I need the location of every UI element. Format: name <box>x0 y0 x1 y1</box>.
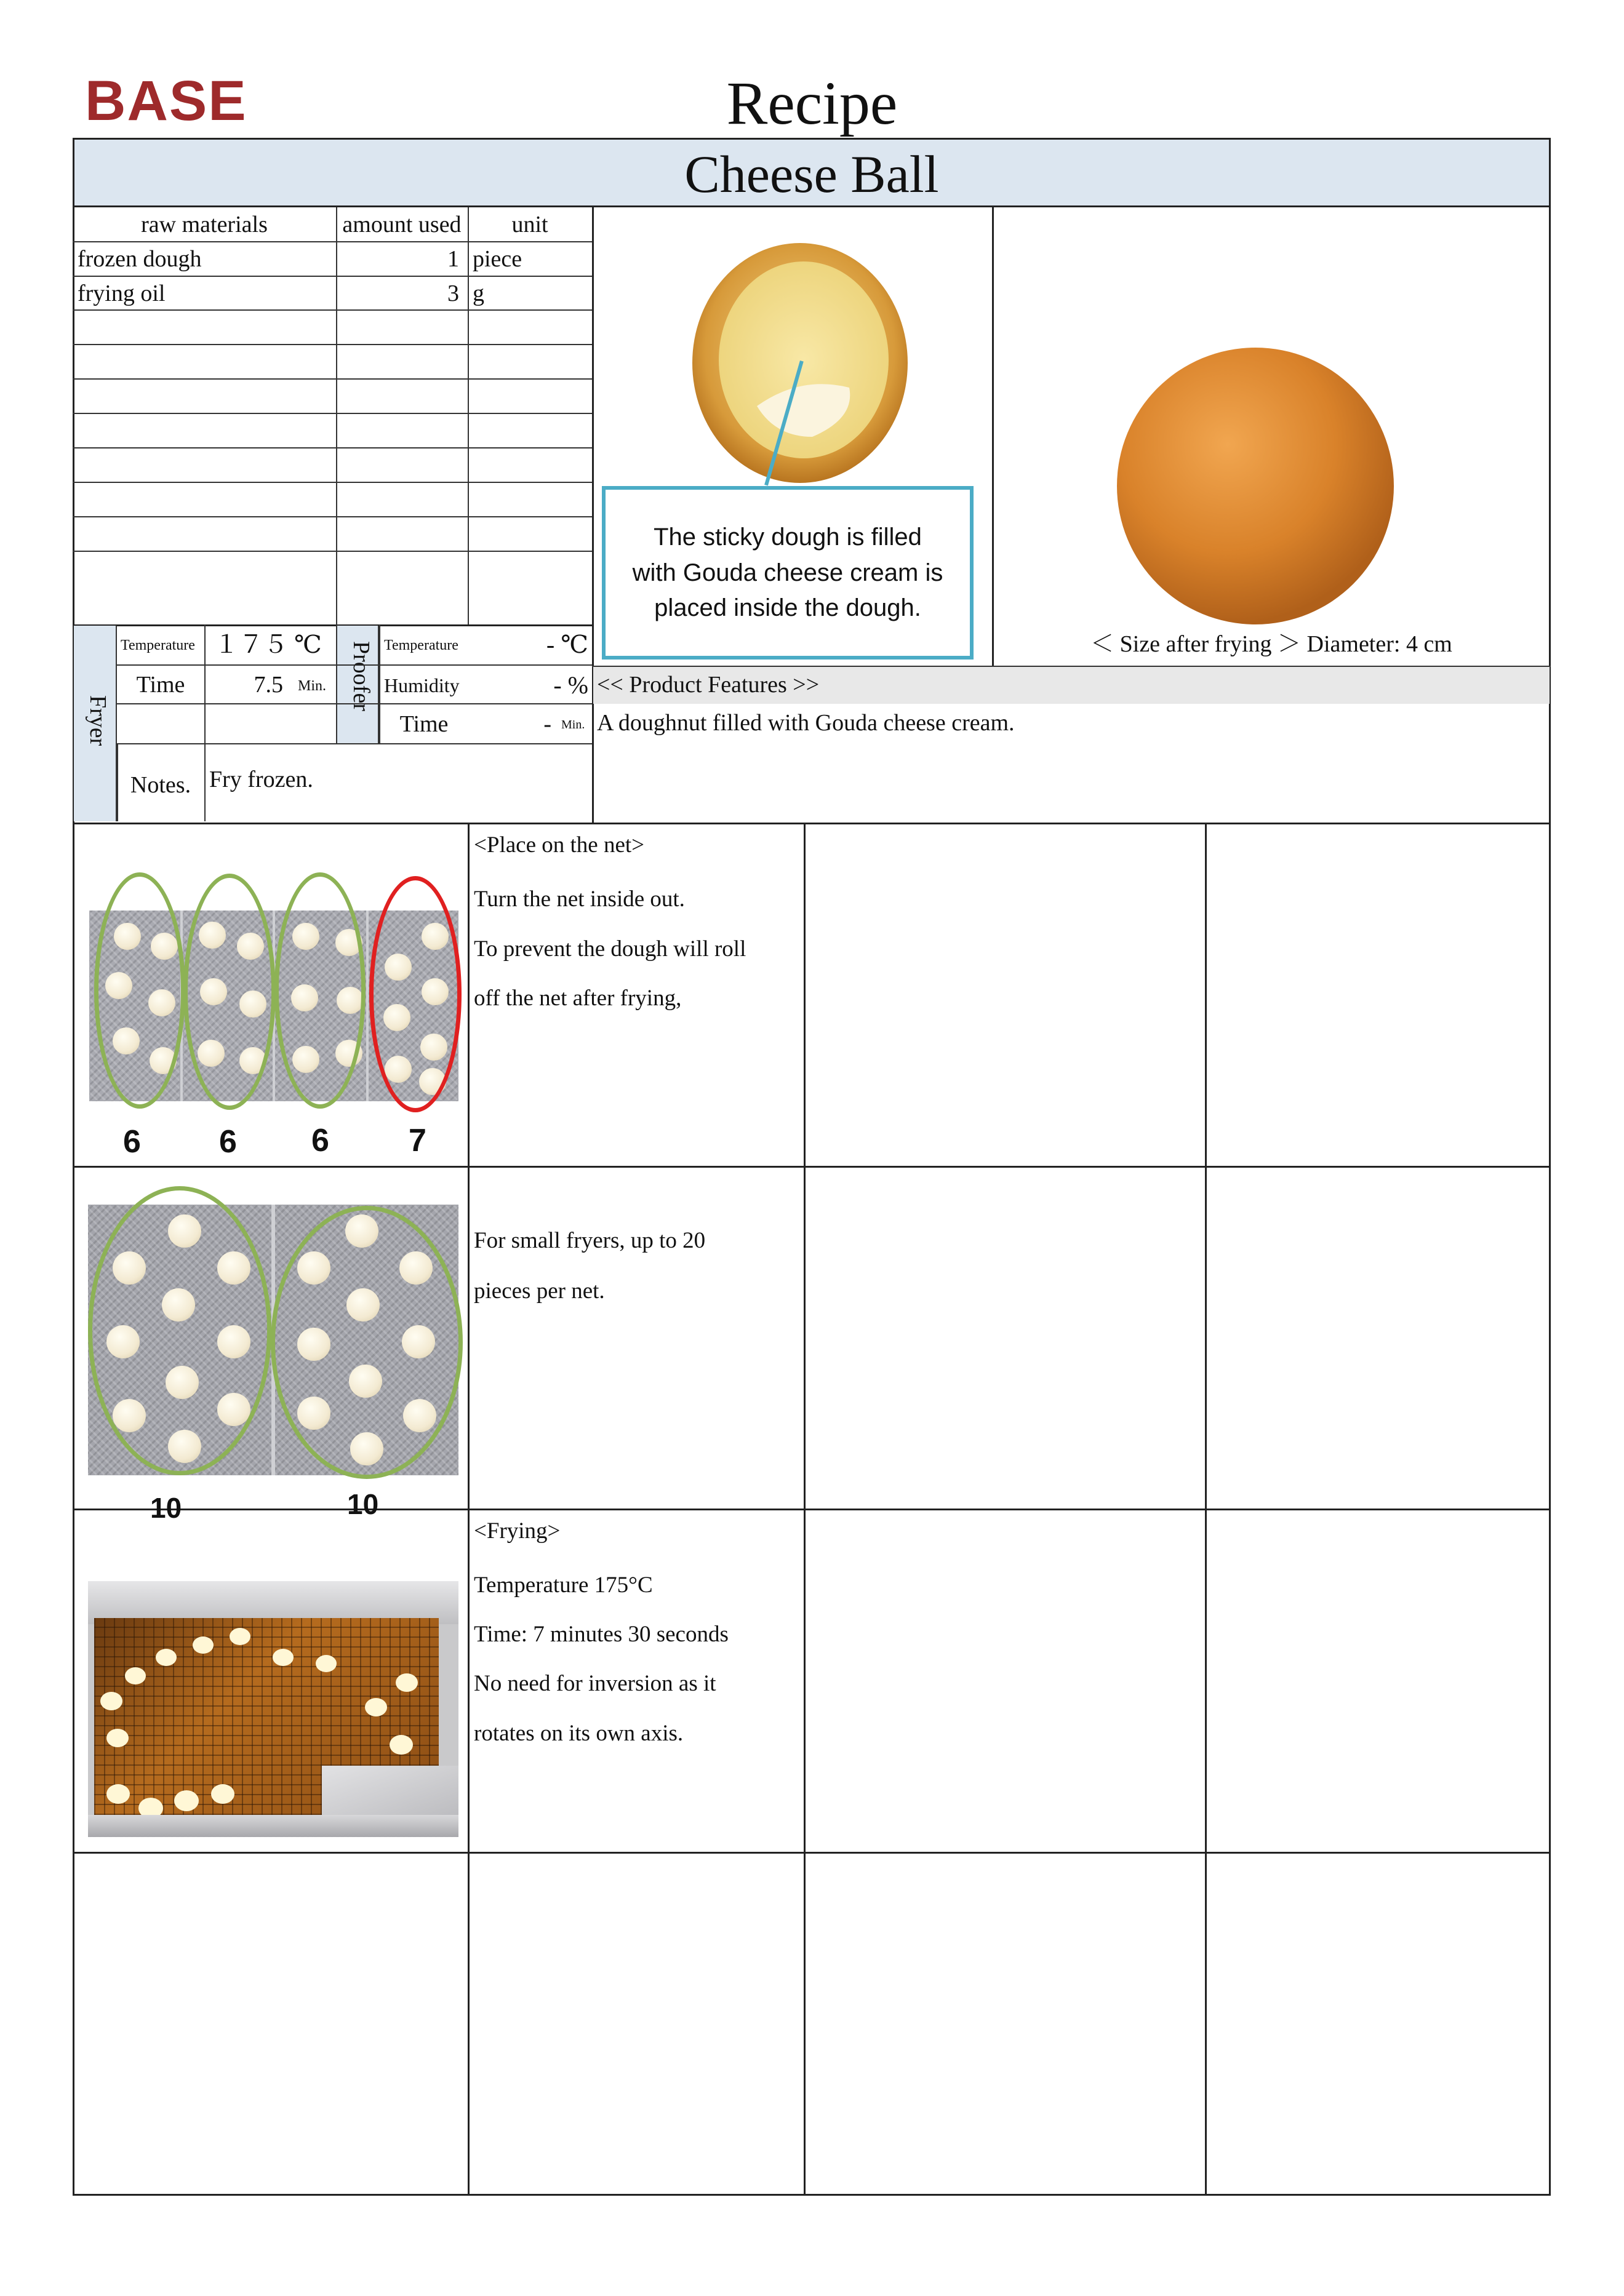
step3-line: No need for inversion as it <box>474 1671 716 1696</box>
callout-line-3: placed inside the dough. <box>654 594 921 621</box>
step3-line: Time: 7 minutes 30 seconds <box>474 1622 729 1647</box>
features-text: A doughnut filled with Gouda cheese cream. <box>597 710 1015 736</box>
proofer-time-unit: Min. <box>561 718 585 731</box>
step2-line: For small fryers, up to 20 <box>474 1228 706 1253</box>
group-ring <box>274 872 366 1109</box>
step1-line: Turn the net inside out. <box>474 887 685 912</box>
cut-cheese-ball-photo <box>652 234 972 492</box>
step2-line: pieces per net. <box>474 1278 605 1304</box>
group-ring <box>88 1186 271 1475</box>
whole-cheese-ball-photo <box>1114 345 1397 628</box>
group-count: 10 <box>150 1492 182 1524</box>
header-raw-materials: raw materials <box>141 212 268 237</box>
group-ring <box>94 872 185 1109</box>
step3-fryer-photo <box>88 1581 458 1837</box>
ingredient-amount: 1 <box>447 246 459 272</box>
header-amount-used: amount used <box>342 212 462 237</box>
fryer-time-value: 7.5 <box>254 672 283 698</box>
header-unit: unit <box>511 212 548 237</box>
step1-line: off the net after frying, <box>474 986 682 1011</box>
step3-line: Temperature 175°C <box>474 1573 653 1598</box>
fryer-notes-label: Notes. <box>130 772 191 798</box>
group-ring <box>271 1206 463 1479</box>
fryer-temperature-label: Temperature <box>121 637 195 653</box>
logo: BASE <box>85 70 247 132</box>
group-count: 7 <box>409 1123 426 1158</box>
ingredient-unit: piece <box>473 246 522 272</box>
fryer-time-unit: Min. <box>298 678 327 694</box>
group-ring <box>183 874 276 1110</box>
step1-line: <Place on the net> <box>474 832 645 858</box>
ingredient-unit: g <box>473 281 484 306</box>
features-heading: << Product Features >> <box>597 672 820 698</box>
fryer-time-label: Time <box>136 672 185 698</box>
callout-line-1: The sticky dough is filled <box>654 524 922 551</box>
size-caption: ＜ Size after frying ＞ Diameter: 4 cm <box>1090 631 1452 657</box>
proofer-temperature-label: Temperature <box>384 637 458 653</box>
product-name: Cheese Ball <box>684 145 939 204</box>
step3-line: rotates on its own axis. <box>474 1721 684 1746</box>
proofer-time-value: - <box>543 711 551 737</box>
fryer-label: Fryer <box>85 695 111 746</box>
proofer-humidity-label: Humidity <box>384 674 460 696</box>
group-count: 6 <box>219 1124 237 1160</box>
group-count: 10 <box>347 1488 379 1520</box>
proofer-time-label: Time <box>399 711 449 737</box>
group-ring <box>369 876 462 1112</box>
ingredient-name: frying oil <box>78 281 166 306</box>
page-title: Recipe <box>726 69 898 137</box>
fryer-temperature-value: １７５ ℃ <box>214 631 322 658</box>
ingredient-amount: 3 <box>447 281 459 306</box>
fryer-notes-value: Fry frozen. <box>209 767 313 792</box>
callout-line-2: with Gouda cheese cream is <box>632 559 943 586</box>
group-count: 6 <box>311 1123 329 1158</box>
group-count: 6 <box>123 1124 141 1160</box>
step1-line: To prevent the dough will roll <box>474 936 746 962</box>
proofer-temperature-value: - ℃ <box>546 631 588 658</box>
ingredient-name: frozen dough <box>78 246 202 272</box>
proofer-humidity-value: - % <box>553 671 588 699</box>
proofer-label: Proofer <box>348 641 374 711</box>
step3-line: <Frying> <box>474 1518 561 1544</box>
